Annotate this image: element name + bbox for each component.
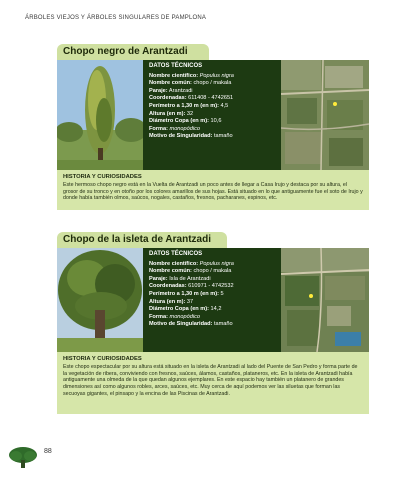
field-common-name: Nombre común: chopo / makala [149, 80, 232, 87]
field-crown-diameter: Diámetro Copa (en m): 10,6 [149, 118, 222, 125]
tree-entry-2 [57, 232, 369, 414]
field-perimeter: Perímetro a 1,30 m (en m): 4,5 [149, 102, 229, 109]
field-coordinates: Coordenadas: 610971 - 4742532 [149, 283, 234, 290]
tree-photo [57, 60, 143, 170]
history-panel [57, 352, 369, 414]
field-height: Altura (en m): 37 [149, 298, 194, 305]
field-paraje: Paraje: Isla de Arantzadi [149, 275, 211, 282]
aerial-map [281, 248, 369, 352]
entry-title: Chopo de la isleta de Arantzadi [57, 232, 227, 248]
history-text: Este chopo espectacular por su altura está situado en la isleta de Arantzadi al lado del Puente de San Pedro y forma parte de la vegetación de ribera, conviviendo con fresnos, saúces, álamos, castaños, plataneros, etc. En la isleta de Arantzadi había antiguamente una olmeda de la que quedan algunos ejemplares. En este espacio hay también un platanero de grandes dimensiones así como algunos robles, arces, saúces, etc. Muy cerca de aquí podemos ver las siluetas que forman las secuoyas gigantes, el pinsapo y la encina de las Piscinas de Arantzadi. [63, 363, 358, 397]
field-coordinates: Coordenadas: 611408 - 4742651 [149, 95, 234, 102]
field-common-name: Nombre común: chopo / makala [149, 268, 232, 275]
tree-entry-1 [57, 44, 369, 210]
field-paraje: Paraje: Arantzadi [149, 87, 193, 94]
technical-data-panel [143, 60, 281, 170]
field-form: Forma: monopódico [149, 313, 201, 320]
field-singularity: Motivo de Singularidad: tamaño [149, 133, 233, 140]
history-heading: HISTORIA Y CURIOSIDADES [63, 174, 142, 180]
technical-data-heading: DATOS TÉCNICOS [149, 63, 203, 69]
tree-photo [57, 248, 143, 352]
aerial-map [281, 60, 369, 170]
tree-logo-icon [8, 446, 38, 473]
field-singularity: Motivo de Singularidad: tamaño [149, 321, 233, 328]
running-head: ÁRBOLES VIEJOS Y ÁRBOLES SINGULARES DE PAMPLONA [25, 15, 207, 21]
page-number: 88 [44, 448, 52, 455]
technical-data-panel [143, 248, 281, 352]
field-perimeter: Perímetro a 1,30 m (en m): 5 [149, 290, 224, 297]
history-text: Este hermoso chopo negro está en la Vuelta de Arantzadi un poco antes de llegar a Casa Irujo y destaca por su altura, el grosor de su tronco y en otoño por los colores amarillos de sus hojas. Está situado en lo que antiguamente fue el soto de Irujo y donde había también olmos, saúcos, nogales, castaños, fresnos, pacharanes, espinos, etc. [63, 181, 363, 202]
history-panel [57, 170, 369, 210]
field-scientific-name: Nombre científico: Populus nigra [149, 260, 234, 267]
field-form: Forma: monopódico [149, 125, 201, 132]
entry-title: Chopo negro de Arantzadi [57, 44, 209, 60]
field-crown-diameter: Diámetro Copa (en m): 14,2 [149, 306, 222, 313]
technical-data-heading: DATOS TÉCNICOS [149, 251, 203, 257]
field-height: Altura (en m): 32 [149, 110, 194, 117]
history-heading: HISTORIA Y CURIOSIDADES [63, 356, 142, 362]
field-scientific-name: Nombre científico: Populus nigra [149, 72, 234, 79]
